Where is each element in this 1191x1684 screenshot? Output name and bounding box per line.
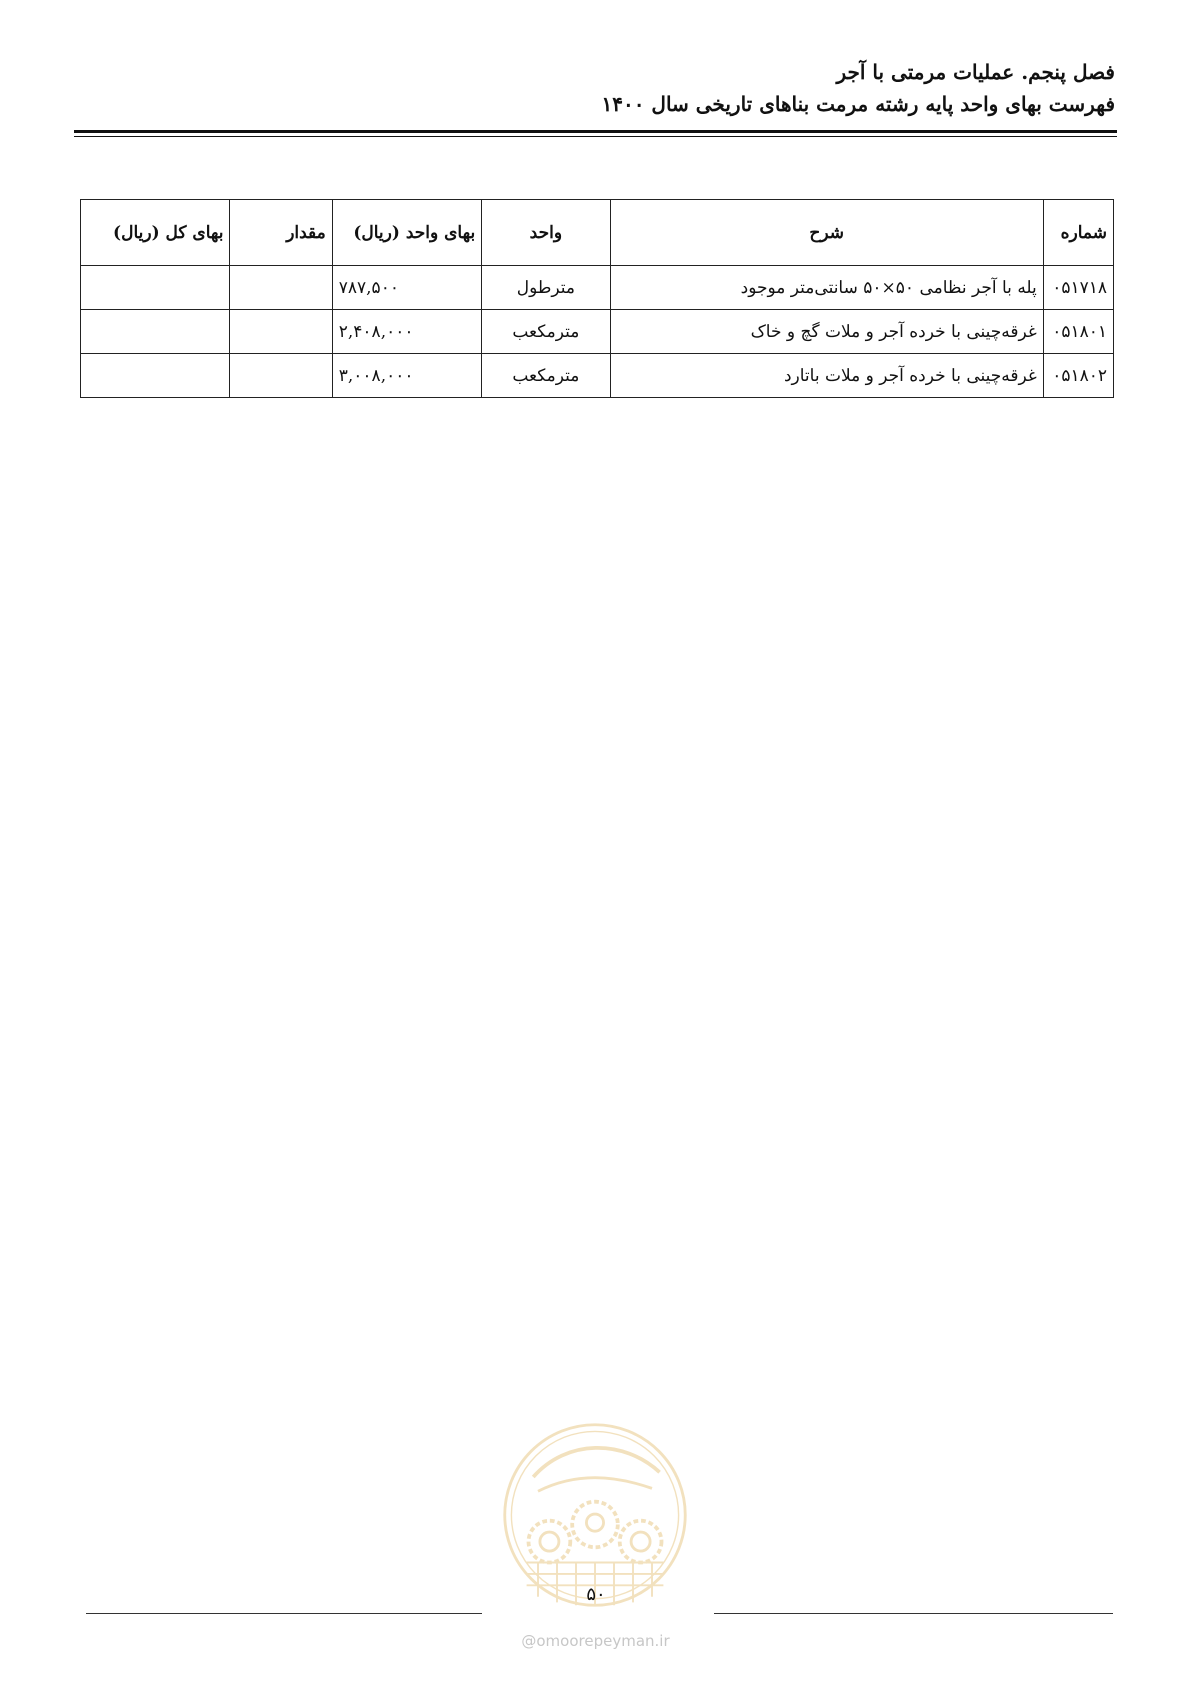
footer-rule-left bbox=[86, 1613, 482, 1614]
header-description: شرح bbox=[610, 200, 1043, 266]
cell-number: ۰۵۱۷۱۸ bbox=[1043, 266, 1113, 310]
cell-description: غرقه‌چینی با خرده آجر و ملات گچ و خاک bbox=[610, 310, 1043, 354]
price-list-title: فهرست بهای واحد پایه رشته مرمت بناهای تاریخی سال ۱۴۰۰ bbox=[601, 92, 1115, 116]
cell-unit-price: ۷۸۷,۵۰۰ bbox=[332, 266, 481, 310]
header-number: شماره bbox=[1043, 200, 1113, 266]
table-row bbox=[81, 310, 1114, 354]
chapter-title: فصل پنجم. عملیات مرمتی با آجر bbox=[836, 60, 1115, 84]
cell-number: ۰۵۱۸۰۱ bbox=[1043, 310, 1113, 354]
cell-number: ۰۵۱۸۰۲ bbox=[1043, 354, 1113, 398]
cell-unit-price: ۲,۴۰۸,۰۰۰ bbox=[332, 310, 481, 354]
cell-quantity bbox=[230, 266, 332, 310]
cell-unit-price: ۳,۰۰۸,۰۰۰ bbox=[332, 354, 481, 398]
watermark-seal-icon bbox=[500, 1420, 690, 1610]
cell-quantity bbox=[230, 354, 332, 398]
cell-description: غرقه‌چینی با خرده آجر و ملات باتارد bbox=[610, 354, 1043, 398]
header-quantity: مقدار bbox=[230, 200, 332, 266]
header-rule-thin bbox=[74, 136, 1117, 137]
cell-total-price bbox=[81, 266, 230, 310]
header-unit-price: بهای واحد (ریال) bbox=[332, 200, 481, 266]
footer-rule-right bbox=[714, 1613, 1113, 1614]
header-rule-thick bbox=[74, 130, 1117, 133]
cell-unit: مترطول bbox=[482, 266, 610, 310]
watermark-url: @omoorepeyman.ir bbox=[521, 1632, 670, 1650]
table-row bbox=[81, 266, 1114, 310]
page-number: ۵۰ bbox=[586, 1584, 606, 1605]
page-header bbox=[74, 56, 1115, 120]
cell-unit: مترمکعب bbox=[482, 310, 610, 354]
table-row bbox=[81, 354, 1114, 398]
header-unit: واحد bbox=[482, 200, 610, 266]
cell-unit: مترمکعب bbox=[482, 354, 610, 398]
cell-description: پله با آجر نظامی ۵۰×۵۰ سانتی‌متر موجود bbox=[610, 266, 1043, 310]
table-header-row bbox=[81, 200, 1114, 266]
cell-quantity bbox=[230, 310, 332, 354]
price-table bbox=[80, 199, 1114, 398]
cell-total-price bbox=[81, 354, 230, 398]
cell-total-price bbox=[81, 310, 230, 354]
header-total-price: بهای کل (ریال) bbox=[81, 200, 230, 266]
